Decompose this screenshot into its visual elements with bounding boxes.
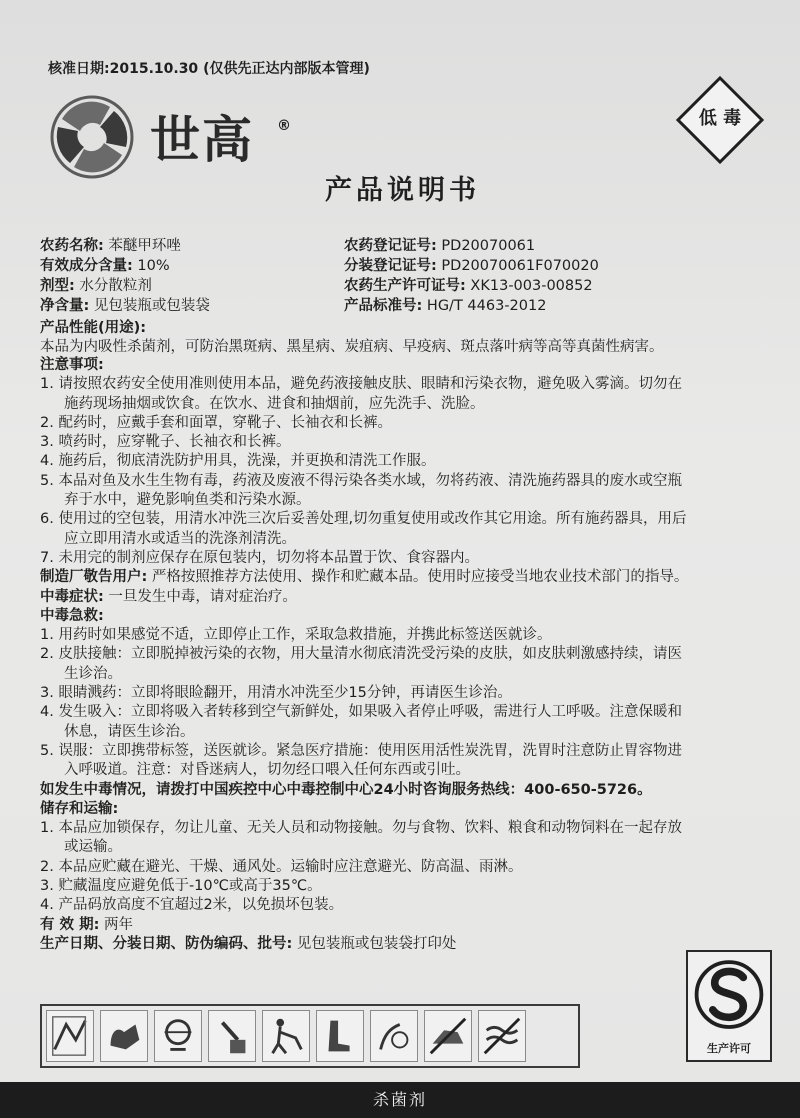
- gloves-icon: [100, 1010, 148, 1062]
- text-line: [40, 935, 780, 954]
- info-key: 产品标准号:: [344, 298, 423, 314]
- text-line: 4. 产品码放高度不宜超过2米，以免损坏包装。: [40, 897, 344, 914]
- line-key: 生产日期、分装日期、防伪编码、批号:: [40, 935, 293, 952]
- no-fish-water-icon: [478, 1010, 526, 1062]
- wash-icon: [370, 1010, 418, 1062]
- text-line: 休息，请医生诊治。: [64, 723, 195, 740]
- text-line: 3. 眼睛溅药：立即将眼睑翻开，用清水冲洗至少15分钟，再请医生诊治。: [40, 685, 512, 702]
- text-line: 生诊治。: [64, 665, 122, 682]
- text-line: 4. 施药后，彻底清洗防护用具，洗澡，并更换和清洗工作服。: [40, 453, 436, 470]
- info-key: 农药名称:: [40, 238, 104, 254]
- text-line: 弃于水中，避免影响鱼类和污染水源。: [64, 492, 311, 509]
- info-value: HG/T 4463-2012: [426, 298, 547, 314]
- info-row: [344, 276, 599, 296]
- info-value: PD20070061: [441, 238, 536, 254]
- product-info-left: [40, 236, 210, 316]
- info-value: 10%: [137, 258, 170, 274]
- qs-label: 生产许可: [707, 1042, 751, 1055]
- text-line: 3. 喷药时，应穿靴子、长袖衣和长裤。: [40, 434, 291, 451]
- info-key: 农药生产许可证号:: [344, 278, 466, 294]
- text-line: 应立即用清水或适当的洗涤剂清洗。: [64, 530, 296, 547]
- text-line: [40, 568, 780, 587]
- document-title: 产品说明书: [325, 175, 480, 206]
- line-value: 见包装瓶或包装袋打印处: [296, 935, 457, 952]
- line-key: 有 效 期:: [40, 916, 100, 933]
- text-line: 2. 配药时，应戴手套和面罩，穿靴子、长袖衣和长裤。: [40, 414, 392, 431]
- info-row: [344, 236, 599, 256]
- text-line: 1. 本品应加锁保存，勿让儿童、无关人员和动物接触。勿与食物、饮料、粮食和动物饲料在一起存放: [40, 820, 682, 837]
- info-row: [40, 296, 210, 316]
- info-row: [40, 236, 210, 256]
- approval-date-value: 2015.10.30: [109, 61, 199, 77]
- text-line: 中毒急救:: [40, 607, 104, 624]
- registered-mark: ®: [277, 118, 291, 134]
- line-key: 制造厂敬告用户:: [40, 569, 148, 586]
- line-key: 中毒症状:: [40, 588, 104, 605]
- info-key: 净含量:: [40, 298, 90, 314]
- text-line: 7. 未用完的制剂应保存在原包装内，切勿将本品置于饮、食容器内。: [40, 549, 479, 566]
- approval-note: (仅供先正达内部版本管理): [203, 61, 370, 77]
- performance-heading: 产品性能(用途):: [40, 320, 147, 336]
- no-livestock-icon: [424, 1010, 472, 1062]
- product-info-right: [344, 236, 599, 316]
- boots-icon: [316, 1010, 364, 1062]
- text-line: 2. 本品应贮藏在避光、干燥、通风处。运输时应注意避光、防高温、雨淋。: [40, 858, 523, 875]
- info-key: 农药登记证号:: [344, 238, 437, 254]
- face-shield-icon: [154, 1010, 202, 1062]
- info-value: 苯醚甲环唑: [108, 238, 181, 254]
- gloves-mixing-icon: [46, 1010, 94, 1062]
- text-line: 4. 发生吸入：立即将吸入者转移到空气新鲜处，如果吸入者停止呼吸，需进行人工呼吸。注意保暖和: [40, 704, 682, 721]
- text-line: 如发生中毒情况，请拨打中国疾控中心中毒控制中心24小时咨询服务热线：400-650-5726。: [40, 781, 652, 798]
- sprayer-icon: [262, 1010, 310, 1062]
- info-row: [40, 276, 210, 296]
- text-line: 2. 皮肤接触：立即脱掉被污染的衣物，用大量清水彻底清洗受污染的皮肤，如皮肤刺激感持续，请医: [40, 646, 682, 663]
- text-line: 入呼吸道。注意：对昏迷病人，切勿经口喂入任何东西或引吐。: [64, 762, 470, 779]
- instructions-body: [40, 356, 780, 954]
- line-value: 两年: [104, 916, 134, 933]
- text-line: 3. 贮藏温度应避免低于-10℃或高于35℃。: [40, 878, 322, 895]
- performance-text: 本品为内吸性杀菌剂，可防治黑斑病、黑星病、炭疽病、早疫病、斑点落叶病等高等真菌性病害。: [40, 339, 664, 355]
- info-row: [344, 256, 599, 276]
- category-footer: 杀菌剂: [0, 1082, 800, 1118]
- text-line: 注意事项:: [40, 357, 104, 373]
- info-key: 分装登记证号:: [344, 258, 437, 274]
- text-line: [40, 916, 780, 935]
- text-line: [40, 588, 780, 607]
- text-line: 5. 误服：立即携带标签，送医就诊。紧急医疗措施：使用医用活性炭洗胃，洗胃时注意防止胃容物进: [40, 742, 682, 759]
- info-row: [344, 296, 599, 316]
- info-value: 水分散粒剂: [79, 278, 152, 294]
- info-value: PD20070061F070020: [441, 258, 599, 274]
- info-value: XK13-003-00852: [470, 278, 593, 294]
- line-value: 一旦发生中毒，请对症治疗。: [108, 588, 297, 605]
- info-key: 剂型:: [40, 278, 75, 294]
- text-line: 1. 用药时如果感觉不适，立即停止工作，采取急救措施，并携此标签送医就诊。: [40, 627, 552, 644]
- text-line: 储存和运输:: [40, 800, 119, 817]
- text-line: 施药现场抽烟或饮食。在饮水、进食和抽烟前，应先洗手、洗脸。: [64, 395, 485, 412]
- text-line: 5. 本品对鱼及水生生物有毒，药液及废液不得污染各类水域，勿将药液、清洗施药器具的废水或空瓶: [40, 472, 682, 489]
- approval-date-label: 核准日期:: [48, 61, 110, 77]
- toxicity-label: 低 毒: [698, 108, 742, 129]
- info-row: [40, 256, 210, 276]
- approval-date: [48, 58, 370, 78]
- brand-name: 世高: [150, 111, 254, 169]
- info-key: 有效成分含量:: [40, 258, 133, 274]
- weighing-icon: [208, 1010, 256, 1062]
- text-line: 1. 请按照农药安全使用准则使用本品，避免药液接触皮肤、眼睛和污染衣物，避免吸入雾滴。切勿在: [40, 376, 682, 393]
- text-line: 6. 使用过的空包装，用清水冲洗三次后妥善处理,切勿重复使用或改作其它用途。所有施药器具，用后: [40, 511, 687, 528]
- safety-pictogram-bar: [40, 1004, 580, 1068]
- text-line: 或运输。: [64, 839, 122, 856]
- line-value: 严格按照推荐方法使用、操作和贮藏本品。使用时应接受当地农业技术部门的指导。: [151, 569, 689, 586]
- info-value: 见包装瓶或包装袋: [93, 298, 210, 314]
